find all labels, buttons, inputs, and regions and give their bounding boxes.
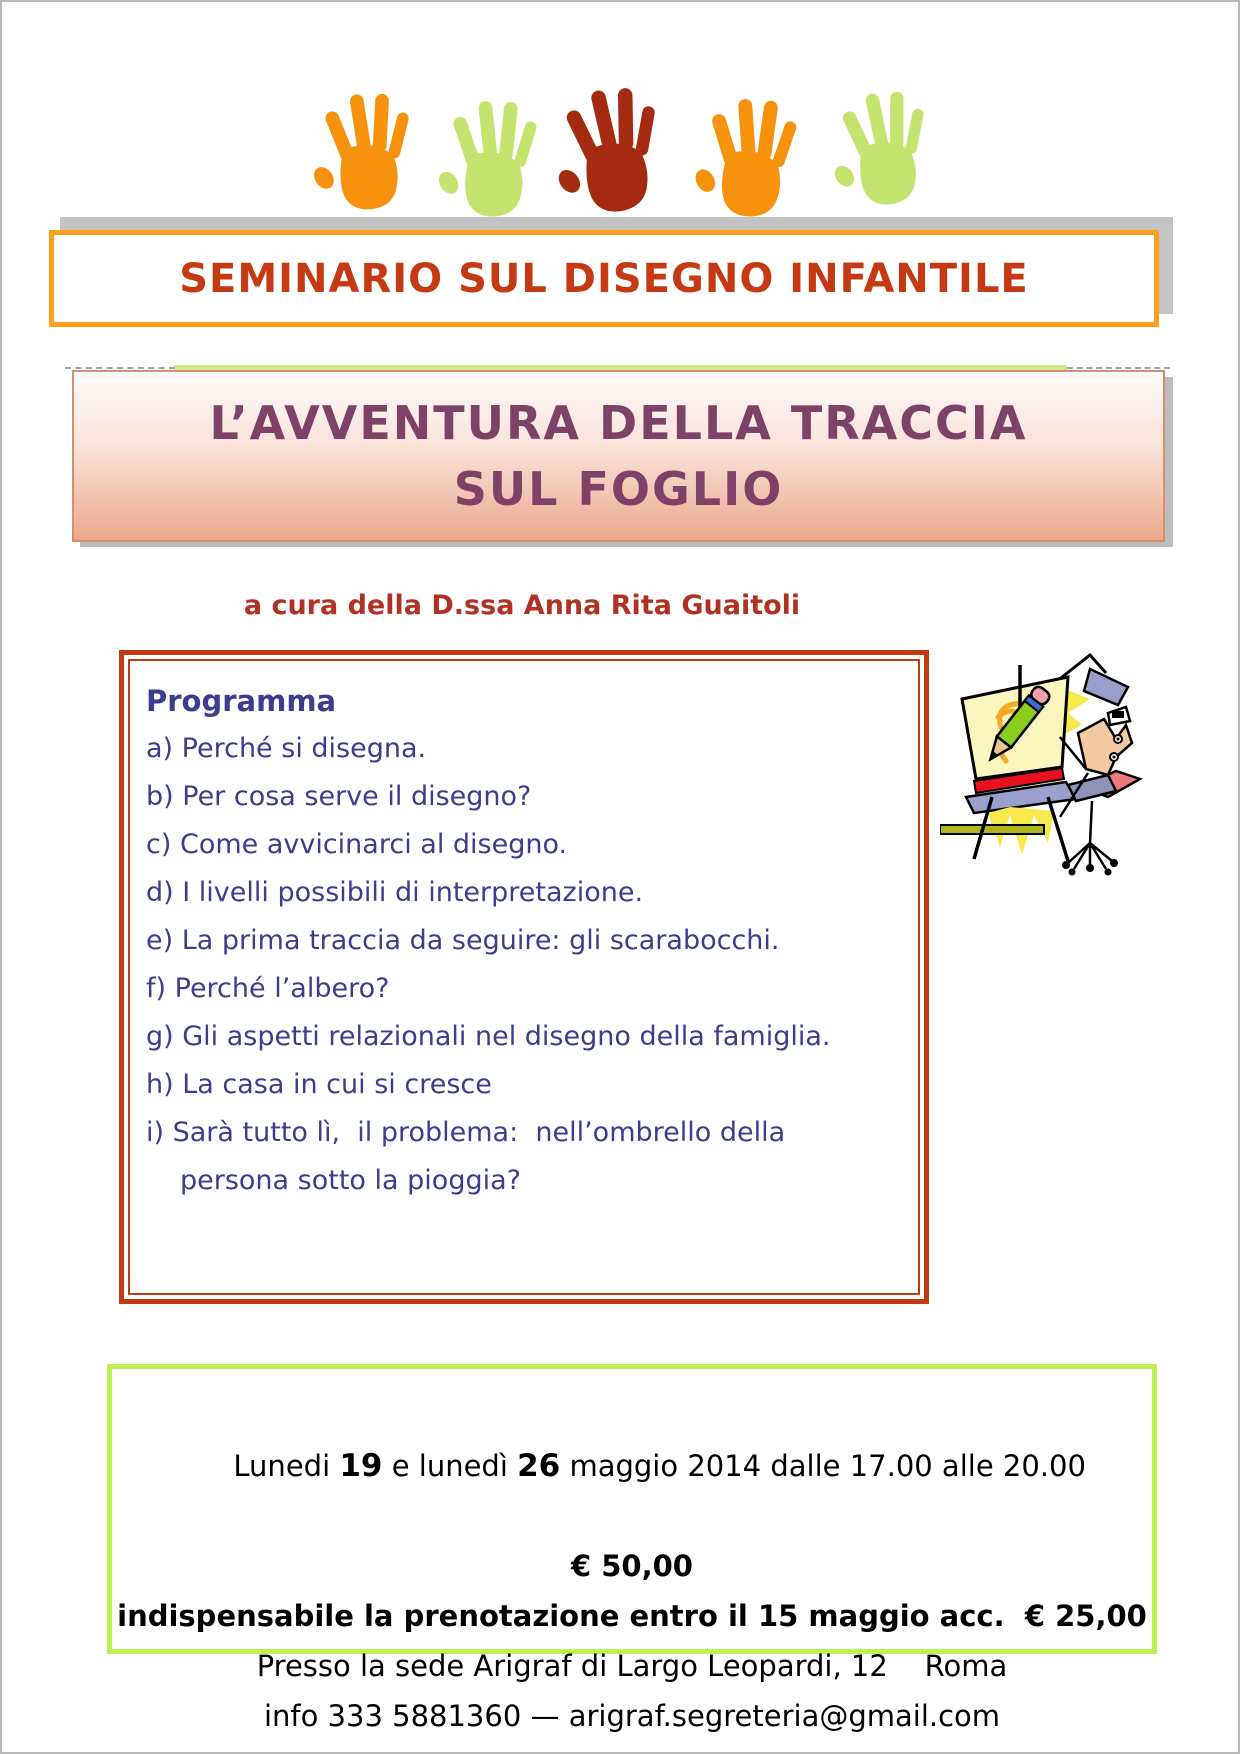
dashed-line-right bbox=[1067, 367, 1170, 369]
schedule-suffix: maggio 2014 dalle 17.00 alle 20.00 bbox=[560, 1449, 1086, 1483]
program-item: b) Per cosa serve il disegno? bbox=[146, 781, 532, 812]
program-heading: Programma bbox=[146, 684, 337, 718]
main-title-line2: SUL FOGLIO bbox=[453, 462, 784, 516]
handprint-icon bbox=[829, 83, 936, 216]
schedule-middle: e lunedì bbox=[382, 1449, 518, 1483]
price-line: € 50,00 bbox=[570, 1549, 693, 1583]
program-item: g) Gli aspetti relazionali nel disegno della famiglia. bbox=[146, 1021, 831, 1052]
program-box bbox=[119, 650, 929, 1304]
program-item: d) I livelli possibili di interpretazione. bbox=[146, 877, 644, 908]
seminar-title-box bbox=[49, 230, 1159, 327]
program-item: e) La prima traccia da seguire: gli scarabocchi. bbox=[146, 925, 780, 956]
venue-line: Presso la sede Arigraf di Largo Leopardi, 12 Roma bbox=[256, 1649, 1008, 1683]
green-accent-line bbox=[174, 365, 1067, 370]
program-item: c) Come avvicinarci al disegno. bbox=[146, 829, 568, 860]
program-item-continuation: persona sotto la pioggia? bbox=[180, 1165, 521, 1196]
schedule-prefix: Lunedi bbox=[233, 1449, 340, 1483]
seminar-title: SEMINARIO SUL DISEGNO INFANTILE bbox=[179, 255, 1029, 302]
contact-line: info 333 5881360 — arigraf.segreteria@gmail.com bbox=[263, 1699, 1001, 1733]
program-item: a) Perché si disegna. bbox=[146, 733, 427, 764]
artist-easel-clipart bbox=[940, 647, 1152, 877]
program-box-inner bbox=[128, 659, 920, 1295]
handprint-icon bbox=[549, 78, 670, 225]
schedule-day2: 26 bbox=[517, 1448, 561, 1484]
main-title-box bbox=[72, 370, 1165, 542]
booking-line: indispensabile la prenotazione entro il 15 maggio acc. € 25,00 bbox=[117, 1599, 1147, 1633]
dashed-line-left bbox=[65, 367, 175, 369]
curator-line: a cura della D.ssa Anna Rita Guaitoli bbox=[243, 590, 801, 621]
handprint-icon bbox=[690, 88, 805, 231]
program-item: f) Perché l’albero? bbox=[146, 973, 390, 1004]
schedule-line bbox=[112, 1391, 1152, 1541]
program-item: h) La casa in cui si cresce bbox=[146, 1069, 492, 1100]
handprint-icon bbox=[437, 91, 544, 228]
main-title-line1: L’AVVENTURA DELLA TRACCIA bbox=[209, 396, 1028, 450]
handprint-icon bbox=[314, 87, 414, 219]
schedule-day1: 19 bbox=[339, 1448, 383, 1484]
details-box bbox=[107, 1364, 1157, 1733]
program-item: i) Sarà tutto lì, il problema: nell’ombrello della bbox=[146, 1117, 786, 1148]
